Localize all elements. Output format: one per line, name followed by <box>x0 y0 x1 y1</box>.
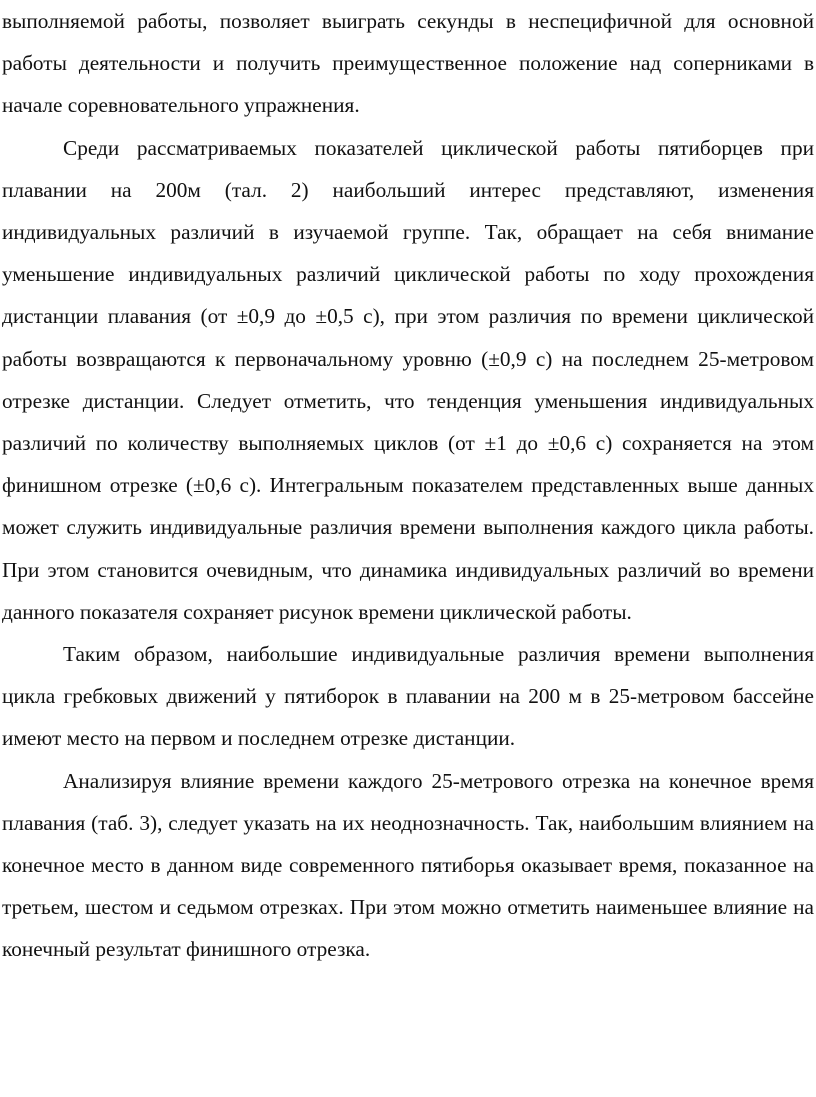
paragraph-conclusion: Таким образом, наибольшие индивидуальные различия времени выполнения цикла гребковых движений у пятиборок в плавании на 200 м в 25-метровом бассейне имеют место на первом и последнем отрезке дистанции. <box>2 642 814 751</box>
paragraph-continuation: выполняемой работы, позволяет выиграть секунды в неспецифичной для основной работы деятельности и получить преимущественное положение над соперниками в начале соревновательного упражнения. <box>2 9 814 118</box>
paragraph-cyclic-work: Среди рассматриваемых показателей циклической работы пятиборцев при плавании на 200м (тал. 2) наибольший интерес представляют, изменения индивидуальных различий в изучаемой группе. Так, обращает на себя внимание уменьшение индивидуальных различий циклической работы по ходу прохождения дистанции плавания (от ±0,9 до ±0,5 с), при этом различия по времени циклической работы возвращаются к первоначальному уровню (±0,9 с) на последнем 25-метровом отрезке дистанции. Следует отметить, что тенденция уменьшения индивидуальных различий по количеству выполняемых циклов (от ±1 до ±0,6 с) сохраняется на этом финишном отрезке (±0,6 с). Интегральным показателем представленных выше данных может служить индивидуальные различия времени выполнения каждого цикла работы. При этом становится очевидным, что динамика индивидуальных различий во времени данного показателя сохраняет рисунок времени циклической работы. <box>2 135 814 624</box>
paragraph-segment-analysis: Анализируя влияние времени каждого 25-метрового отрезка на конечное время плавания (таб. 3), следует указать на их неоднозначность. Так, наибольшим влиянием на конечное место в данном виде современного пятиборья оказывает время, показанное на третьем, шестом и седьмом отрезках. При этом можно отметить наименьшее влияние на конечный результат финишного отрезка. <box>2 768 814 962</box>
